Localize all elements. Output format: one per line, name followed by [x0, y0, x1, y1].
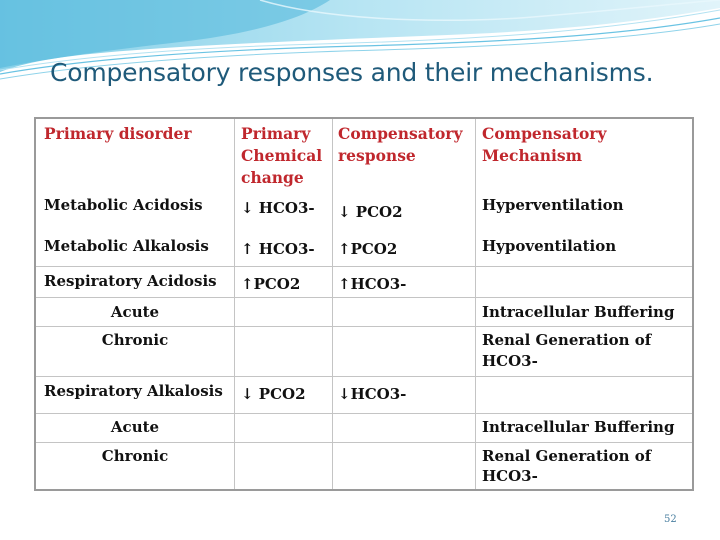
row-divider	[36, 266, 692, 267]
row-metabolic-acidosis-disorder: Metabolic Acidosis	[44, 196, 203, 214]
row-respiratory-acidosis-disorder: Respiratory Acidosis	[44, 272, 217, 290]
row-metabolic-alkalosis-mechanism: Hypoventilation	[482, 237, 617, 255]
header-compensatory-response-line1: Compensatory	[338, 124, 463, 143]
row-respiratory-acidosis-change: ↑PCO2	[241, 275, 301, 293]
row-respiratory-alkalosis-disorder: Respiratory Alkalosis	[44, 382, 223, 400]
row-respiratory-acidosis-acute: Acute	[110, 303, 160, 321]
row-divider	[36, 297, 692, 298]
row-respiratory-alkalosis-chronic-mechanism-line2: HCO3-	[482, 467, 538, 485]
row-metabolic-alkalosis-response: ↑PCO2	[338, 240, 398, 258]
slide-title: Compensatory responses and their mechanisms.	[50, 58, 654, 87]
row-metabolic-acidosis-mechanism: Hyperventilation	[482, 196, 624, 214]
row-respiratory-acidosis-chronic: Chronic	[101, 331, 169, 349]
header-primary-change-line3: change	[241, 168, 304, 187]
row-respiratory-acidosis-acute-mechanism: Intracellular Buffering	[482, 303, 675, 321]
compensation-table	[34, 117, 694, 491]
column-divider	[332, 119, 333, 489]
row-divider	[36, 413, 692, 414]
row-metabolic-alkalosis-disorder: Metabolic Alkalosis	[44, 237, 209, 255]
row-respiratory-acidosis-chronic-mechanism-line2: HCO3-	[482, 352, 538, 370]
row-respiratory-acidosis-response: ↑HCO3-	[338, 275, 407, 293]
header-compensatory-mechanism-line2: Mechanism	[482, 146, 583, 165]
row-respiratory-alkalosis-chronic-mechanism-line1: Renal Generation of	[482, 447, 652, 465]
row-respiratory-acidosis-chronic-mechanism-line1: Renal Generation of	[482, 331, 652, 349]
page-number: 52	[664, 514, 677, 525]
row-metabolic-acidosis-change: ↓ HCO3-	[241, 199, 315, 217]
column-divider	[234, 119, 235, 489]
header-compensatory-response-line2: response	[338, 146, 416, 165]
row-divider	[36, 326, 692, 327]
row-respiratory-alkalosis-acute-mechanism: Intracellular Buffering	[482, 418, 675, 436]
row-respiratory-alkalosis-acute: Acute	[110, 418, 160, 436]
row-divider	[36, 376, 692, 377]
row-metabolic-acidosis-response: ↓ PCO2	[338, 203, 403, 221]
row-divider	[36, 442, 692, 443]
row-respiratory-alkalosis-change: ↓ PCO2	[241, 385, 306, 403]
header-primary-change-line2: Chemical	[241, 146, 323, 165]
header-compensatory-mechanism-line1: Compensatory	[482, 124, 607, 143]
row-metabolic-alkalosis-change: ↑ HCO3-	[241, 240, 315, 258]
column-divider	[475, 119, 476, 489]
header-primary-change-line1: Primary	[241, 124, 311, 143]
row-respiratory-alkalosis-response: ↓HCO3-	[338, 385, 407, 403]
row-respiratory-alkalosis-chronic: Chronic	[101, 447, 169, 465]
header-primary-disorder: Primary disorder	[44, 124, 192, 143]
